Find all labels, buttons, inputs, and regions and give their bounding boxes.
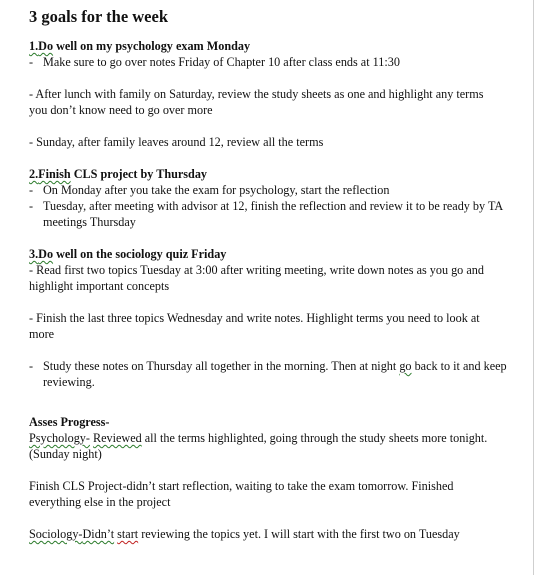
goal-3-keyword: Do xyxy=(38,247,54,261)
grammar-flag-go: go xyxy=(399,359,412,373)
goal-1-bullet-1: - Make sure to go over notes Friday of Chapter 10 after class ends at 11:30 xyxy=(29,54,519,70)
goal-1-keyword: Do xyxy=(38,39,54,53)
didnt-word: Didn’t xyxy=(82,527,115,541)
progress-heading: Asses Progress- xyxy=(29,415,110,429)
psychology-label: Psychology- xyxy=(29,431,90,445)
page-edge xyxy=(533,0,534,575)
goal-3-number: 3. xyxy=(29,247,39,261)
document-body[interactable] xyxy=(29,6,519,542)
progress-psychology: Psychology- Reviewed all the terms highlighted, going through the study sheets more tonight. (Sunday night) xyxy=(29,431,488,461)
goal-3-para-2: - Finish the last three topics Wednesday and write notes. Highlight terms you need to look at more xyxy=(29,311,480,341)
goal-1-para-1: - After lunch with family on Saturday, review the study sheets as one and highlight any terms you don’t know need to go over more xyxy=(29,87,484,117)
progress-sociology: Sociology-Didn’t start reviewing the topics yet. I will start with the first two on Tuesday xyxy=(29,527,460,541)
goal-2-heading xyxy=(29,166,519,182)
progress-cls: Finish CLS Project-didn’t start reflection, waiting to take the exam tomorrow. Finished everything else in the project xyxy=(29,479,454,509)
reviewed-word: Reviewed xyxy=(92,431,142,445)
goal-3-para-1: - Read first two topics Tuesday at 3:00 after writing meeting, write down notes as you go and highlight important concepts xyxy=(29,263,484,293)
goal-2-number: 2. xyxy=(29,167,39,181)
goal-2-bullet-2: - Tuesday, after meeting with advisor at 12, finish the reflection and review it to be ready by TA meetings Thursday xyxy=(29,198,513,230)
goal-2-text: CLS project by Thursday xyxy=(70,167,208,181)
goal-2-bullet-1: - On Monday after you take the exam for psychology, start the reflection xyxy=(29,182,519,198)
goal-3-bullet-1: - Study these notes on Thursday all together in the morning. Then at night go back to it and keep reviewing. xyxy=(29,358,513,390)
goal-3-heading xyxy=(29,246,519,262)
goal-1-heading xyxy=(29,38,519,54)
goal-2-keyword: Finish xyxy=(38,167,71,181)
goal-1-para-2: - Sunday, after family leaves around 12, review all the terms xyxy=(29,135,324,149)
goal-3-text: well on the sociology quiz Friday xyxy=(53,247,227,261)
page-title: 3 goals for the week xyxy=(29,7,169,26)
goal-1-number: 1. xyxy=(29,39,39,53)
goal-1-text: well on my psychology exam Monday xyxy=(53,39,251,53)
sociology-label: Sociology- xyxy=(29,527,83,541)
start-word: start xyxy=(117,527,139,541)
